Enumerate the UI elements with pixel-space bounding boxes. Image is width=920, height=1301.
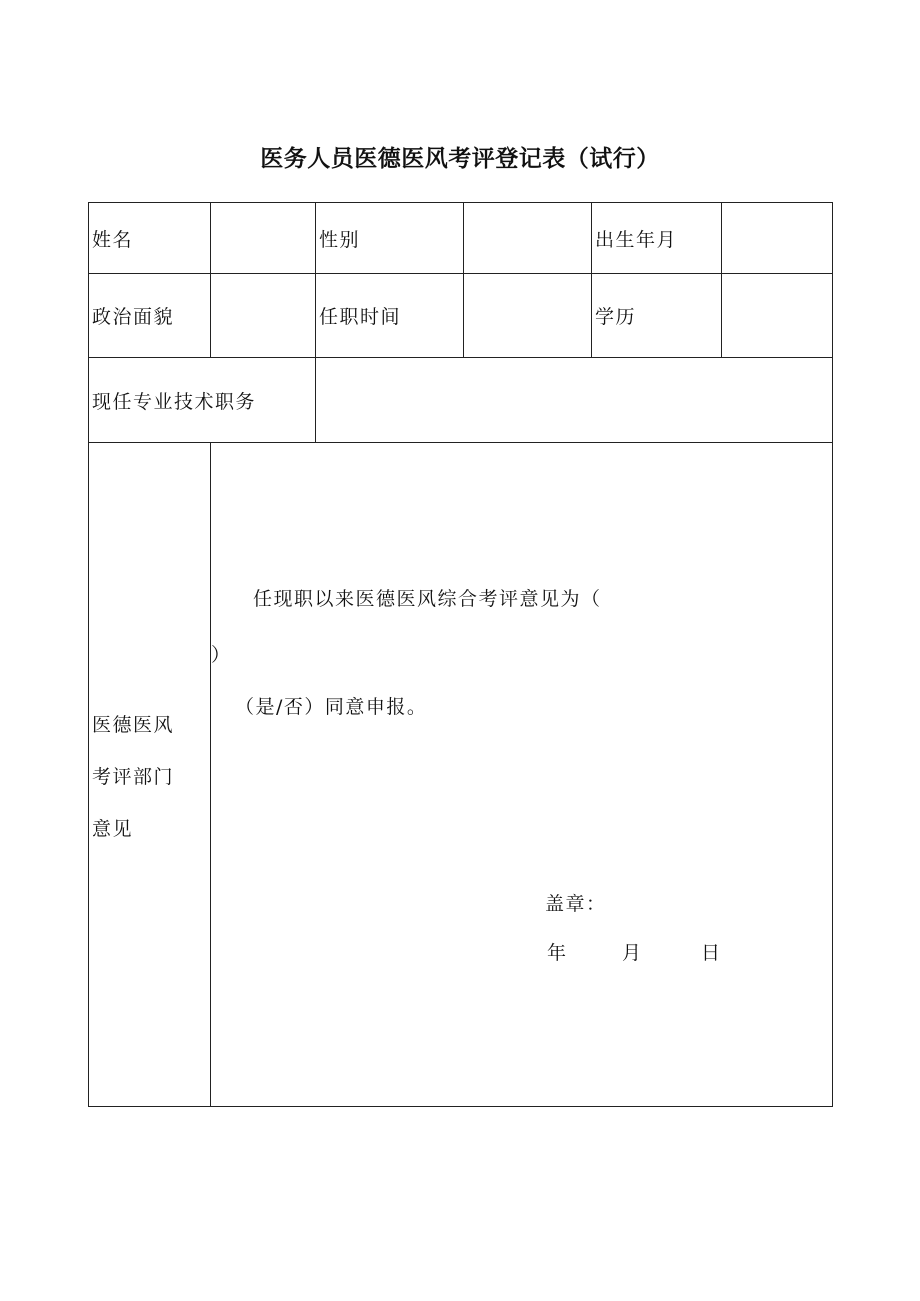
opinion-label-line: 意见 (92, 817, 134, 840)
opinion-statement-close-paren: ） (211, 644, 232, 666)
gender-label: 性别 (316, 203, 464, 274)
education-label: 学历 (592, 274, 722, 358)
date-year-label: 年 (547, 942, 568, 964)
opinion-label (89, 695, 210, 855)
current-position-field[interactable] (316, 358, 833, 443)
registration-form-table (88, 202, 833, 1107)
opinion-statement-line2: （是/否）同意申报。 (235, 696, 428, 718)
opinion-content-cell[interactable] (211, 443, 833, 1107)
birth-date-field[interactable] (722, 203, 833, 274)
education-field[interactable] (722, 274, 833, 358)
gender-field[interactable] (464, 203, 592, 274)
opinion-label-cell (89, 443, 211, 1107)
name-label: 姓名 (89, 203, 211, 274)
date-month-label: 月 (622, 942, 643, 964)
table-row-basic-info (89, 203, 833, 274)
political-status-label: 政治面貌 (89, 274, 211, 358)
table-row-background (89, 274, 833, 358)
birth-date-label: 出生年月 (592, 203, 722, 274)
opinion-statement-line1: 任现职以来医德医风综合考评意见为（ (253, 588, 602, 610)
opinion-label-line: 医德医风 (92, 713, 175, 736)
political-status-field[interactable] (211, 274, 316, 358)
opinion-label-line: 考评部门 (92, 765, 175, 788)
current-position-label: 现任专业技术职务 (89, 358, 316, 443)
table-row-opinion (89, 443, 833, 1107)
table-row-position (89, 358, 833, 443)
name-field[interactable] (211, 203, 316, 274)
form-title: 医务人员医德医风考评登记表（试行） (260, 146, 660, 172)
date-day-label: 日 (701, 942, 722, 964)
seal-label: 盖章： (545, 893, 607, 915)
tenure-field[interactable] (464, 274, 592, 358)
tenure-label: 任职时间 (316, 274, 464, 358)
